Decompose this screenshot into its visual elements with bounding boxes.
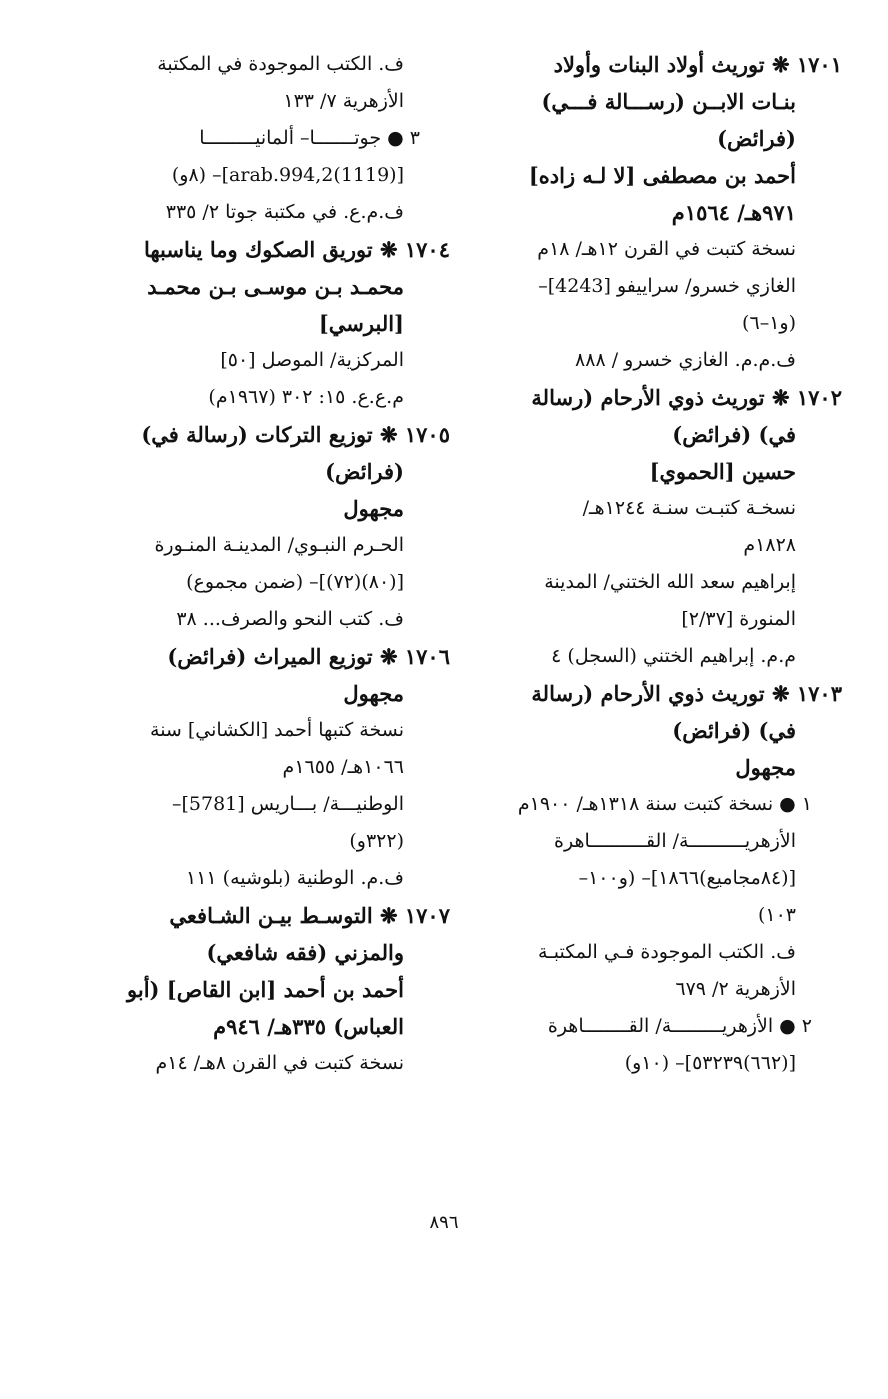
right-column-line: ١٨٢٨م	[743, 534, 796, 556]
right-column-line: الغازي خسرو/ سراييفو [4243]–	[538, 275, 796, 297]
right-column-line: ١٧٠٢ ❋ توريث ذوي الأرحام (رسالة	[531, 385, 842, 410]
left-column-line: (٣٢٢و)	[349, 830, 404, 852]
left-column-line: ف.م. الوطنية (بلوشيه) ١١١	[186, 867, 404, 889]
right-column	[470, 46, 842, 1082]
right-column-line: مجهول	[735, 755, 796, 780]
right-column-line: ٩٧١هـ/ ١٥٦٤م	[671, 200, 796, 225]
right-column-line: ١٧٠١ ❋ توريث أولاد البنات وأولاد	[553, 52, 842, 77]
right-column-line: الأزهرية ٢/ ٦٧٩	[675, 978, 796, 1000]
left-column-line: نسخة كتبت في القرن ٨هـ/ ١٤م	[155, 1052, 404, 1074]
left-column-line: ف.م.ع. في مكتبة جوتا ٢/ ٣٣٥	[165, 201, 404, 223]
right-column-line: ١ ● نسخة كتبت سنة ١٣١٨هـ/ ١٩٠٠م	[517, 793, 812, 815]
right-column-line: في) (فرائض)	[672, 422, 796, 447]
right-column-line: بنـات الابــن (رســـالة فـــي)	[541, 89, 796, 114]
left-column-line: [البرسي]	[318, 311, 404, 336]
left-column-line: العباس) ٣٣٥هـ/ ٩٤٦م	[213, 1014, 404, 1039]
left-column-line: (فرائض)	[325, 459, 404, 484]
right-column-line: م.م. إبراهيم الختني (السجل) ٤	[551, 645, 796, 667]
right-column-line: ف.م.م. الغازي خسرو / ٨٨٨	[575, 349, 796, 371]
right-column-line: [(٦٦٢)٥٣٢٣٩]– (١٠و)	[624, 1052, 796, 1074]
left-column-line: الحـرم النبـوي/ المدينـة المنـورة	[154, 534, 404, 556]
left-column-line: ١٧٠٧ ❋ التوسـط بيـن الشـافعي	[169, 903, 450, 928]
right-column-line: [(٨٤مجاميع)١٨٦٦]– (و١٠٠–	[578, 867, 796, 889]
right-column-line: (و١–٦)	[742, 312, 796, 334]
right-column-line: الأزهريــــــــــة/ القــــــــــاهرة	[554, 830, 796, 852]
left-column-line: مجهول	[343, 496, 404, 521]
left-column-line: ١٧٠٥ ❋ توزيع التركات (رسالة في)	[141, 422, 450, 447]
left-column-line: مجهول	[343, 681, 404, 706]
right-column-line: (فرائض)	[717, 126, 796, 151]
right-column-line: حسين [الحموي]	[649, 459, 796, 484]
left-column-line: [(٨٠)(٧٢)]– (ضمن مجموع)	[186, 571, 404, 593]
left-column-line: الوطنيـــة/ بـــاريس [5781]–	[172, 793, 404, 815]
left-column-line: [(1119)arab.994,2]– (٨و)	[171, 164, 404, 186]
left-column-line: ف. الكتب الموجودة في المكتبة	[157, 53, 404, 75]
left-column-line: أحمد بن أحمد [ابن القاص] (أبو	[127, 977, 404, 1002]
right-column-line: نسخـة كتبـت سنـة ١٢٤٤هـ/	[582, 497, 796, 519]
right-column-line: في) (فرائض)	[672, 718, 796, 743]
right-column-line: أحمد بن مصطفى [لا لـه زاده]	[528, 163, 796, 188]
right-column-line: نسخة كتبت في القرن ١٢هـ/ ١٨م	[537, 238, 796, 260]
right-column-line: ١٧٠٣ ❋ توريث ذوي الأرحام (رسالة	[531, 681, 842, 706]
left-column-line: ١٧٠٦ ❋ توزيع الميراث (فرائض)	[167, 644, 450, 669]
left-column-line: م.ع.ع. ١٥: ٣٠٢ (١٩٦٧م)	[208, 386, 404, 408]
left-column-line: ٣ ● جوتـــــــا– ألمانيـــــــــا	[199, 127, 420, 149]
right-column-line: إبراهيم سعد الله الختني/ المدينة	[544, 571, 796, 593]
right-column-line: ف. الكتب الموجودة فـي المكتبـة	[538, 941, 796, 963]
left-column-line: المركزية/ الموصل [٥٠]	[220, 349, 404, 371]
left-column-line: والمزني (فقه شافعي)	[206, 940, 404, 965]
page-number: ٨٩٦	[429, 1212, 459, 1233]
left-column-line: ١٧٠٤ ❋ توريق الصكوك وما يناسبها	[143, 237, 450, 262]
left-column	[98, 46, 450, 1082]
right-column-line: ١٠٣)	[757, 904, 796, 926]
left-column-line: نسخة كتبها أحمد [الكشاني] سنة	[150, 719, 404, 741]
left-column-line: ف. كتب النحو والصرف... ٣٨	[176, 608, 404, 630]
left-column-line: ١٠٦٦هـ/ ١٦٥٥م	[282, 756, 404, 778]
right-column-line: المنورة [٢/٣٧]	[681, 608, 796, 630]
left-column-line: الأزهرية ٧/ ١٣٣	[283, 90, 404, 112]
left-column-line: محمـد بـن موسـى بـن محمـد	[147, 274, 404, 299]
right-column-line: ٢ ● الأزهريـــــــــة/ القــــــــاهرة	[547, 1015, 812, 1037]
